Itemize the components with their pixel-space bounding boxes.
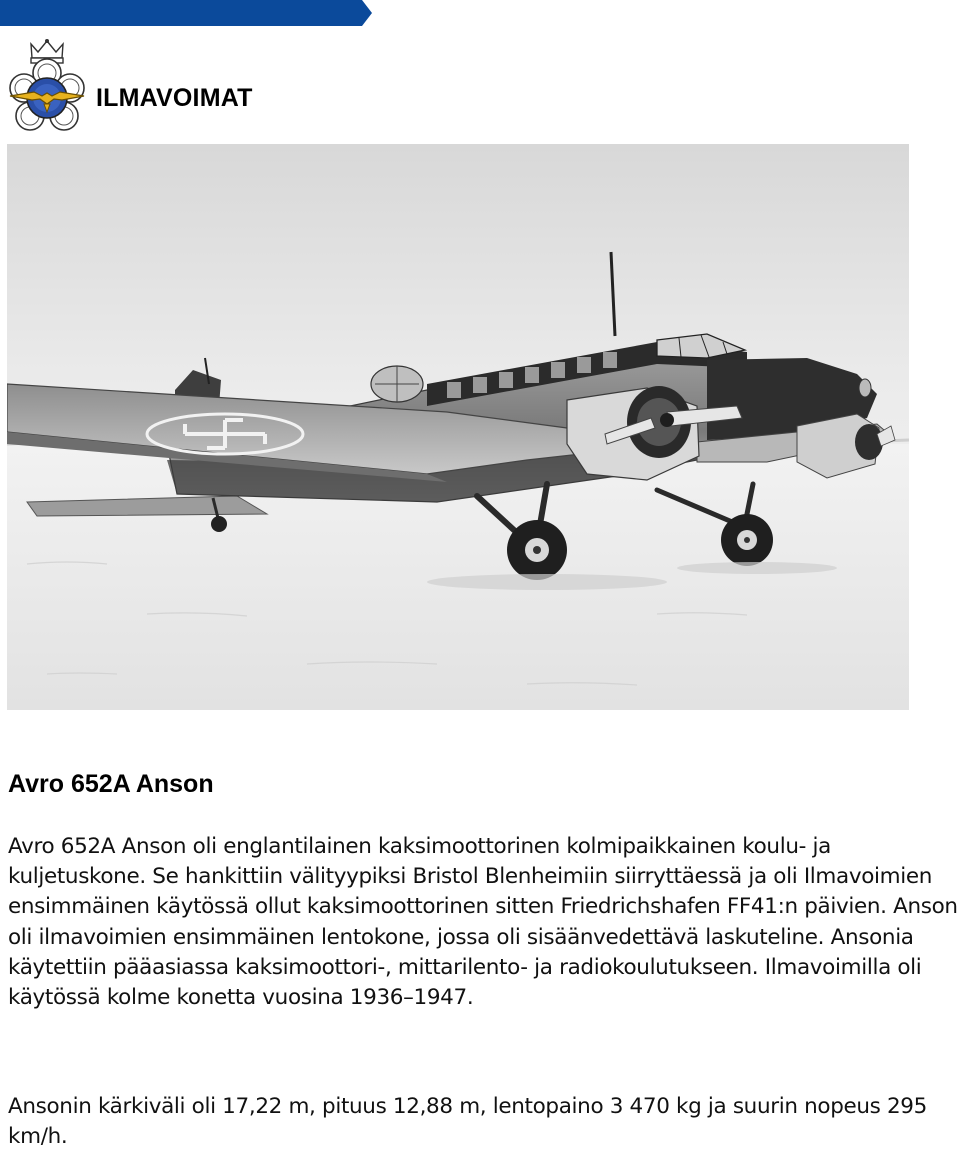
air-force-emblem-icon: [4, 38, 90, 136]
aircraft-photo: [7, 144, 909, 710]
header-accent-bar: [0, 0, 372, 26]
article-title: Avro 652A Anson: [8, 770, 214, 798]
article-paragraph-2: Ansonin kärkiväli oli 17,22 m, pituus 12,88 m, lentopaino 3 470 kg ja suurin nopeus 295 km/h.: [8, 1094, 927, 1150]
article-paragraph-1: Avro 652A Anson oli englantilainen kaksimoottorinen kolmipaikkainen koulu- ja kuljetuskone. Se hankittiin välityypiksi Bristol Blenheimiin siirryttäessä ja oli Ilmavoimien ensimmäinen käytössä ollut kaksimoottorinen sitten Friedrichshafen FF41:n päivien. Anson oli ilmavoimien ensimmäinen lentokone, jossa oli sisäänvedettävä laskuteline. Ansonia käytettiin pääasiassa kaksimoottori-, mittarilento- ja radiokoulutukseen. Ilmavoimilla oli käytössä kolme konetta vuosina 1936–1947.: [8, 834, 958, 1011]
org-name: ILMAVOIMAT: [96, 84, 253, 112]
